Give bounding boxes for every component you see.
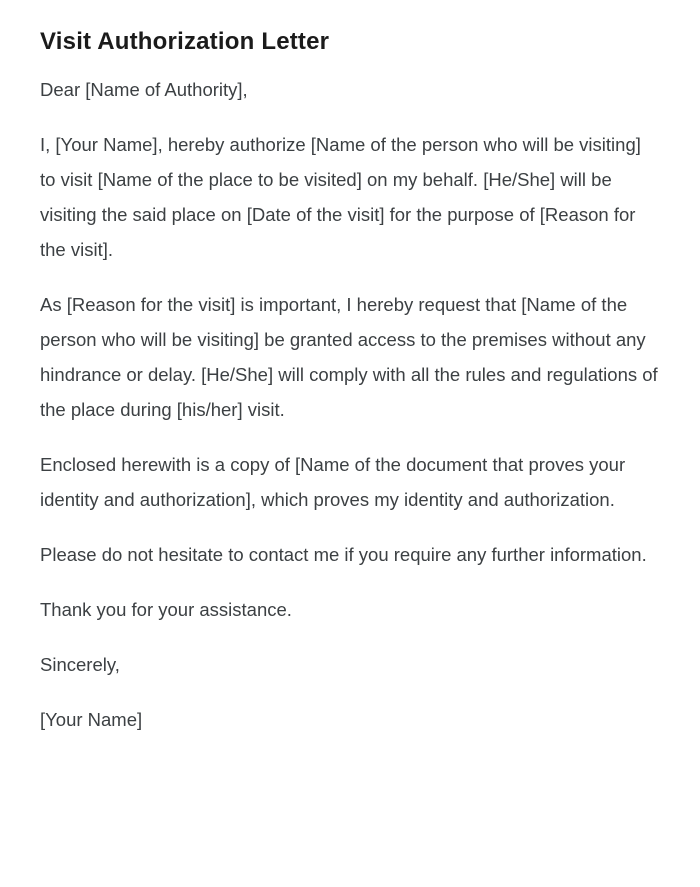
paragraph-access-request: As [Reason for the visit] is important, I hereby request that [Name of the person who will be visiting] be granted access to the premises without any hindrance or delay. [He/She] will comply with all the rules and regulations of the place during [his/her] visit. (40, 294, 658, 420)
paragraph-contact: Please do not hesitate to contact me if you require any further information. (40, 544, 647, 565)
signature: [Your Name] (40, 709, 143, 730)
page-title: Visit Authorization Letter (40, 28, 330, 55)
paragraph-thanks: Thank you for your assistance. (40, 599, 292, 620)
greeting: Dear [Name of Authority], (40, 79, 248, 100)
closing: Sincerely, (40, 654, 120, 675)
paragraph-authorization: I, [Your Name], hereby authorize [Name of the person who will be visiting] to visit [Name of the place to be visited] on my behalf. [He/She] will be visiting the said place on [Date of the visit] for the purpose of [Reason for the visit]. (40, 134, 641, 260)
paragraph-enclosure: Enclosed herewith is a copy of [Name of the document that proves your identity and authorization], which proves my identity and authorization. (40, 454, 626, 510)
